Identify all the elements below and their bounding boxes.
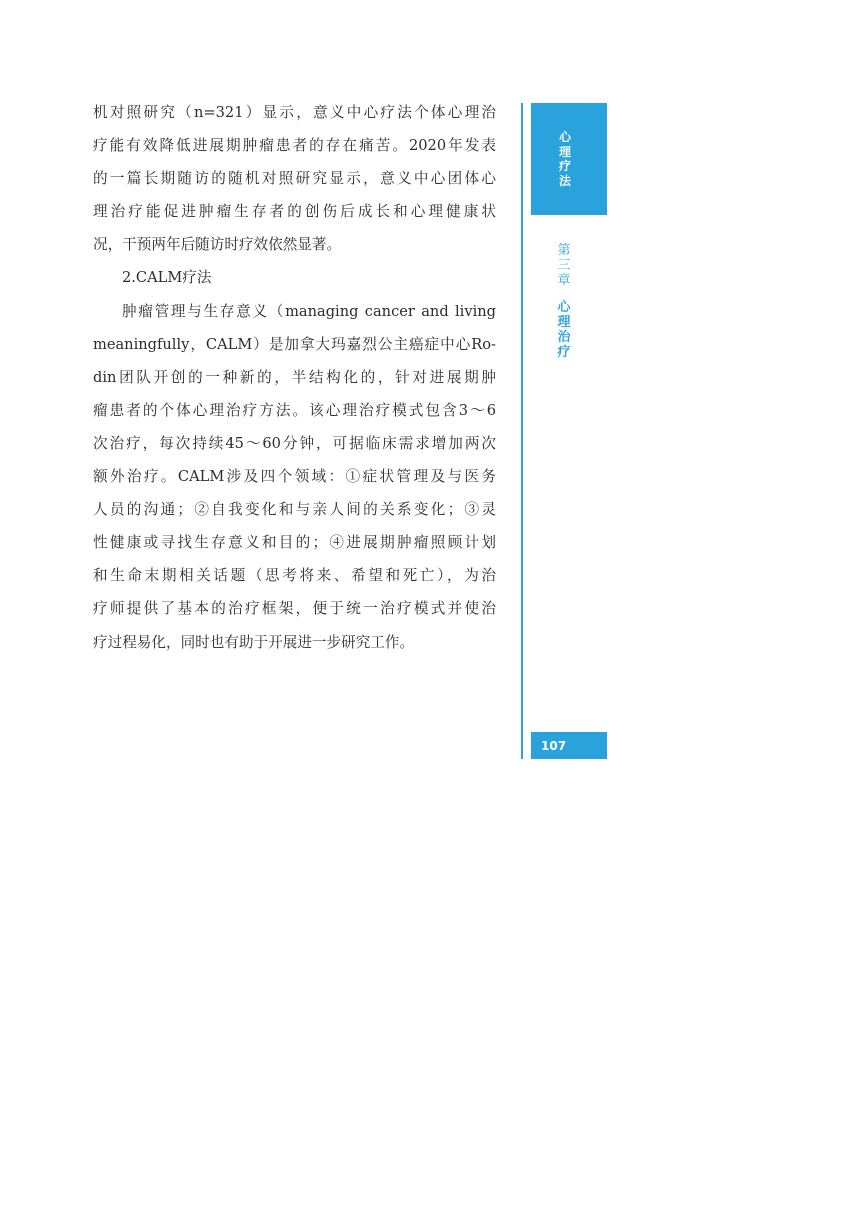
text-line: 性健康或寻找生存意义和目的；④进展期肿瘤照顾计划 xyxy=(93,534,496,552)
text-line: meaningfully，CALM）是加拿大玛嘉烈公主癌症中心Ro- xyxy=(93,335,496,353)
page-number: 107 xyxy=(541,739,567,753)
text-line: 理治疗能促进肿瘤生存者的创伤后成长和心理健康状 xyxy=(93,203,496,221)
text-line: 肿瘤管理与生存意义（managing cancer and living xyxy=(122,302,496,320)
body-text xyxy=(93,96,496,659)
text-line: 瘤患者的个体心理治疗方法。该心理治疗模式包含3～6 xyxy=(93,401,496,419)
text-line: 疗过程易化，同时也有助于开展进一步研究工作。 xyxy=(93,633,415,651)
text-line: 况，干预两年后随访时疗效依然显著。 xyxy=(93,236,342,254)
text-line: din团队开创的一种新的，半结构化的，针对进展期肿 xyxy=(93,368,496,386)
text-line: 和生命末期相关话题（思考将来、希望和死亡），为治 xyxy=(93,567,496,585)
chapter-label xyxy=(556,243,572,360)
text-line: 的一篇长期随访的随机对照研究显示，意义中心团体心 xyxy=(93,170,496,188)
text-line: 人员的沟通；②自我变化和与亲人间的关系变化；③灵 xyxy=(93,501,496,519)
chapter-title: 心理治疗 xyxy=(557,300,571,360)
text-line: 机对照研究（n=321）显示，意义中心疗法个体心理治 xyxy=(93,104,496,121)
text-line: 疗能有效降低进展期肿瘤患者的存在痛苦。2020年发表 xyxy=(93,137,496,155)
section-tab-label: 心理疗法 xyxy=(558,130,571,188)
section-tab xyxy=(531,103,607,215)
text-line: 次治疗，每次持续45～60分钟，可据临床需求增加两次 xyxy=(93,434,496,452)
text-line: 疗师提供了基本的治疗框架，便于统一治疗模式并使治 xyxy=(93,600,496,618)
margin-rule xyxy=(521,103,523,759)
section-heading: 2.CALM疗法 xyxy=(122,269,212,287)
text-line: 额外治疗。CALM涉及四个领域：①症状管理及与医务 xyxy=(93,468,496,486)
chapter-number: 第三章 xyxy=(557,243,571,288)
page-number-tab xyxy=(531,732,607,759)
